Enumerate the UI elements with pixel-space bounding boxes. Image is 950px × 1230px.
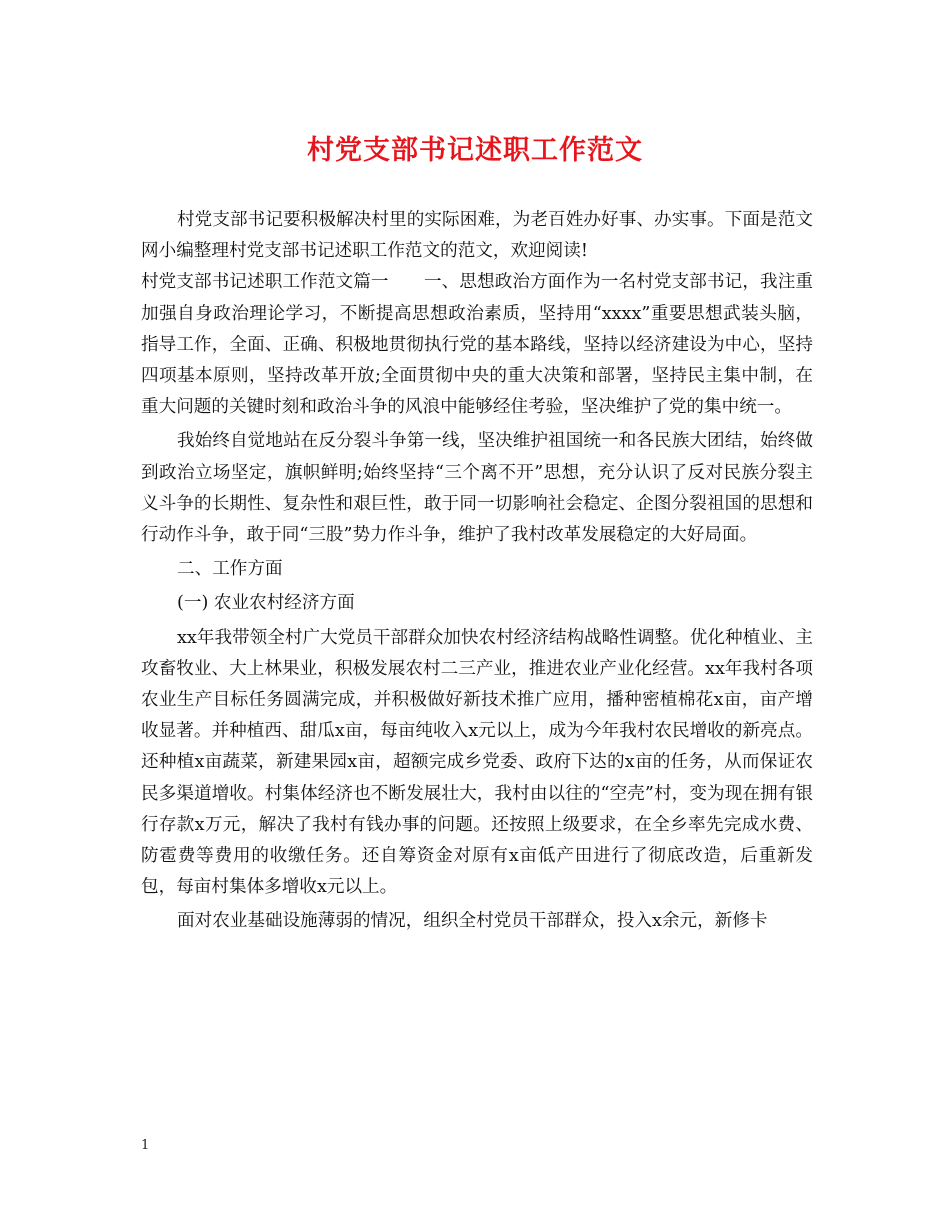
agriculture-paragraph: xx年我带领全村广大党员干部群众加快农村经济结构战略性调整。优化种植业、主攻畜牧业、大上林果业，积极发展农村二三产业，推进农业产业化经营。xx年我村各项农业生产目标任务圆满完成，并积极做好新技术推广应用，播种密植棉花x亩，亩产增收显著。并种植西、甜瓜x亩，每亩纯收入x元以上，成为今年我村农民增收的新亮点。还种植x亩蔬菜，新建果园x亩，超额完成乡党委、政府下达的x亩的任务，从而保证农民多渠道增收。村集体经济也不断发展壮大，我村由以往的“空壳”村，变为现在拥有银行存款x万元，解决了我村有钱办事的问题。还按照上级要求，在全乡率先完成水费、防雹费等费用的收缴任务。还自筹资金对原有x亩低产田进行了彻底改造，后重新发包，每亩村集体多增收x元以上。 [141, 627, 813, 898]
infrastructure-paragraph: 面对农业基础设施薄弱的情况，组织全村党员干部群众，投入x余元，新修卡 [177, 911, 768, 932]
intro-paragraph: 村党支部书记要积极解决村里的实际困难，为老百姓办好事、办实事。下面是范文网小编整理村党支部书记述职工作范文的范文，欢迎阅读! [141, 210, 813, 262]
section-one-paragraph: 村党支部书记述职工作范文篇一 一、思想政治方面作为一名村党支部书记，我注重加强自身政治理论学习，不断提高思想政治素质，坚持用“xxxx”重要思想武装头脑，指导工作，全面、正确、积极地贯彻执行党的基本路线，坚持以经济建设为中心，坚持四项基本原则，坚持改革开放;全面贯彻中央的重大决策和部署，坚持民主集中制，在重大问题的关键时刻和政治斗争的风浪中能够经住考验，坚决维护了党的集中统一。 [141, 272, 813, 418]
anti-separatism-paragraph: 我始终自觉地站在反分裂斗争第一线，坚决维护祖国统一和各民族大团结，始终做到政治立场坚定，旗帜鲜明;始终坚持“三个离不开”思想，充分认识了反对民族分裂主义斗争的长期性、复杂性和艰巨性，敢于同一切影响社会稳定、企图分裂祖国的思想和行动作斗争，敢于同“三股”势力作斗争，维护了我村改革发展稳定的大好局面。 [141, 431, 813, 546]
work-section-heading: 二、工作方面 [177, 559, 283, 580]
document-body [141, 205, 813, 938]
document-title: 村党支部书记述职工作范文 [307, 135, 643, 166]
page-number: 1 [141, 1138, 150, 1153]
agriculture-subheading: (一) 农业农村经济方面 [177, 593, 355, 614]
